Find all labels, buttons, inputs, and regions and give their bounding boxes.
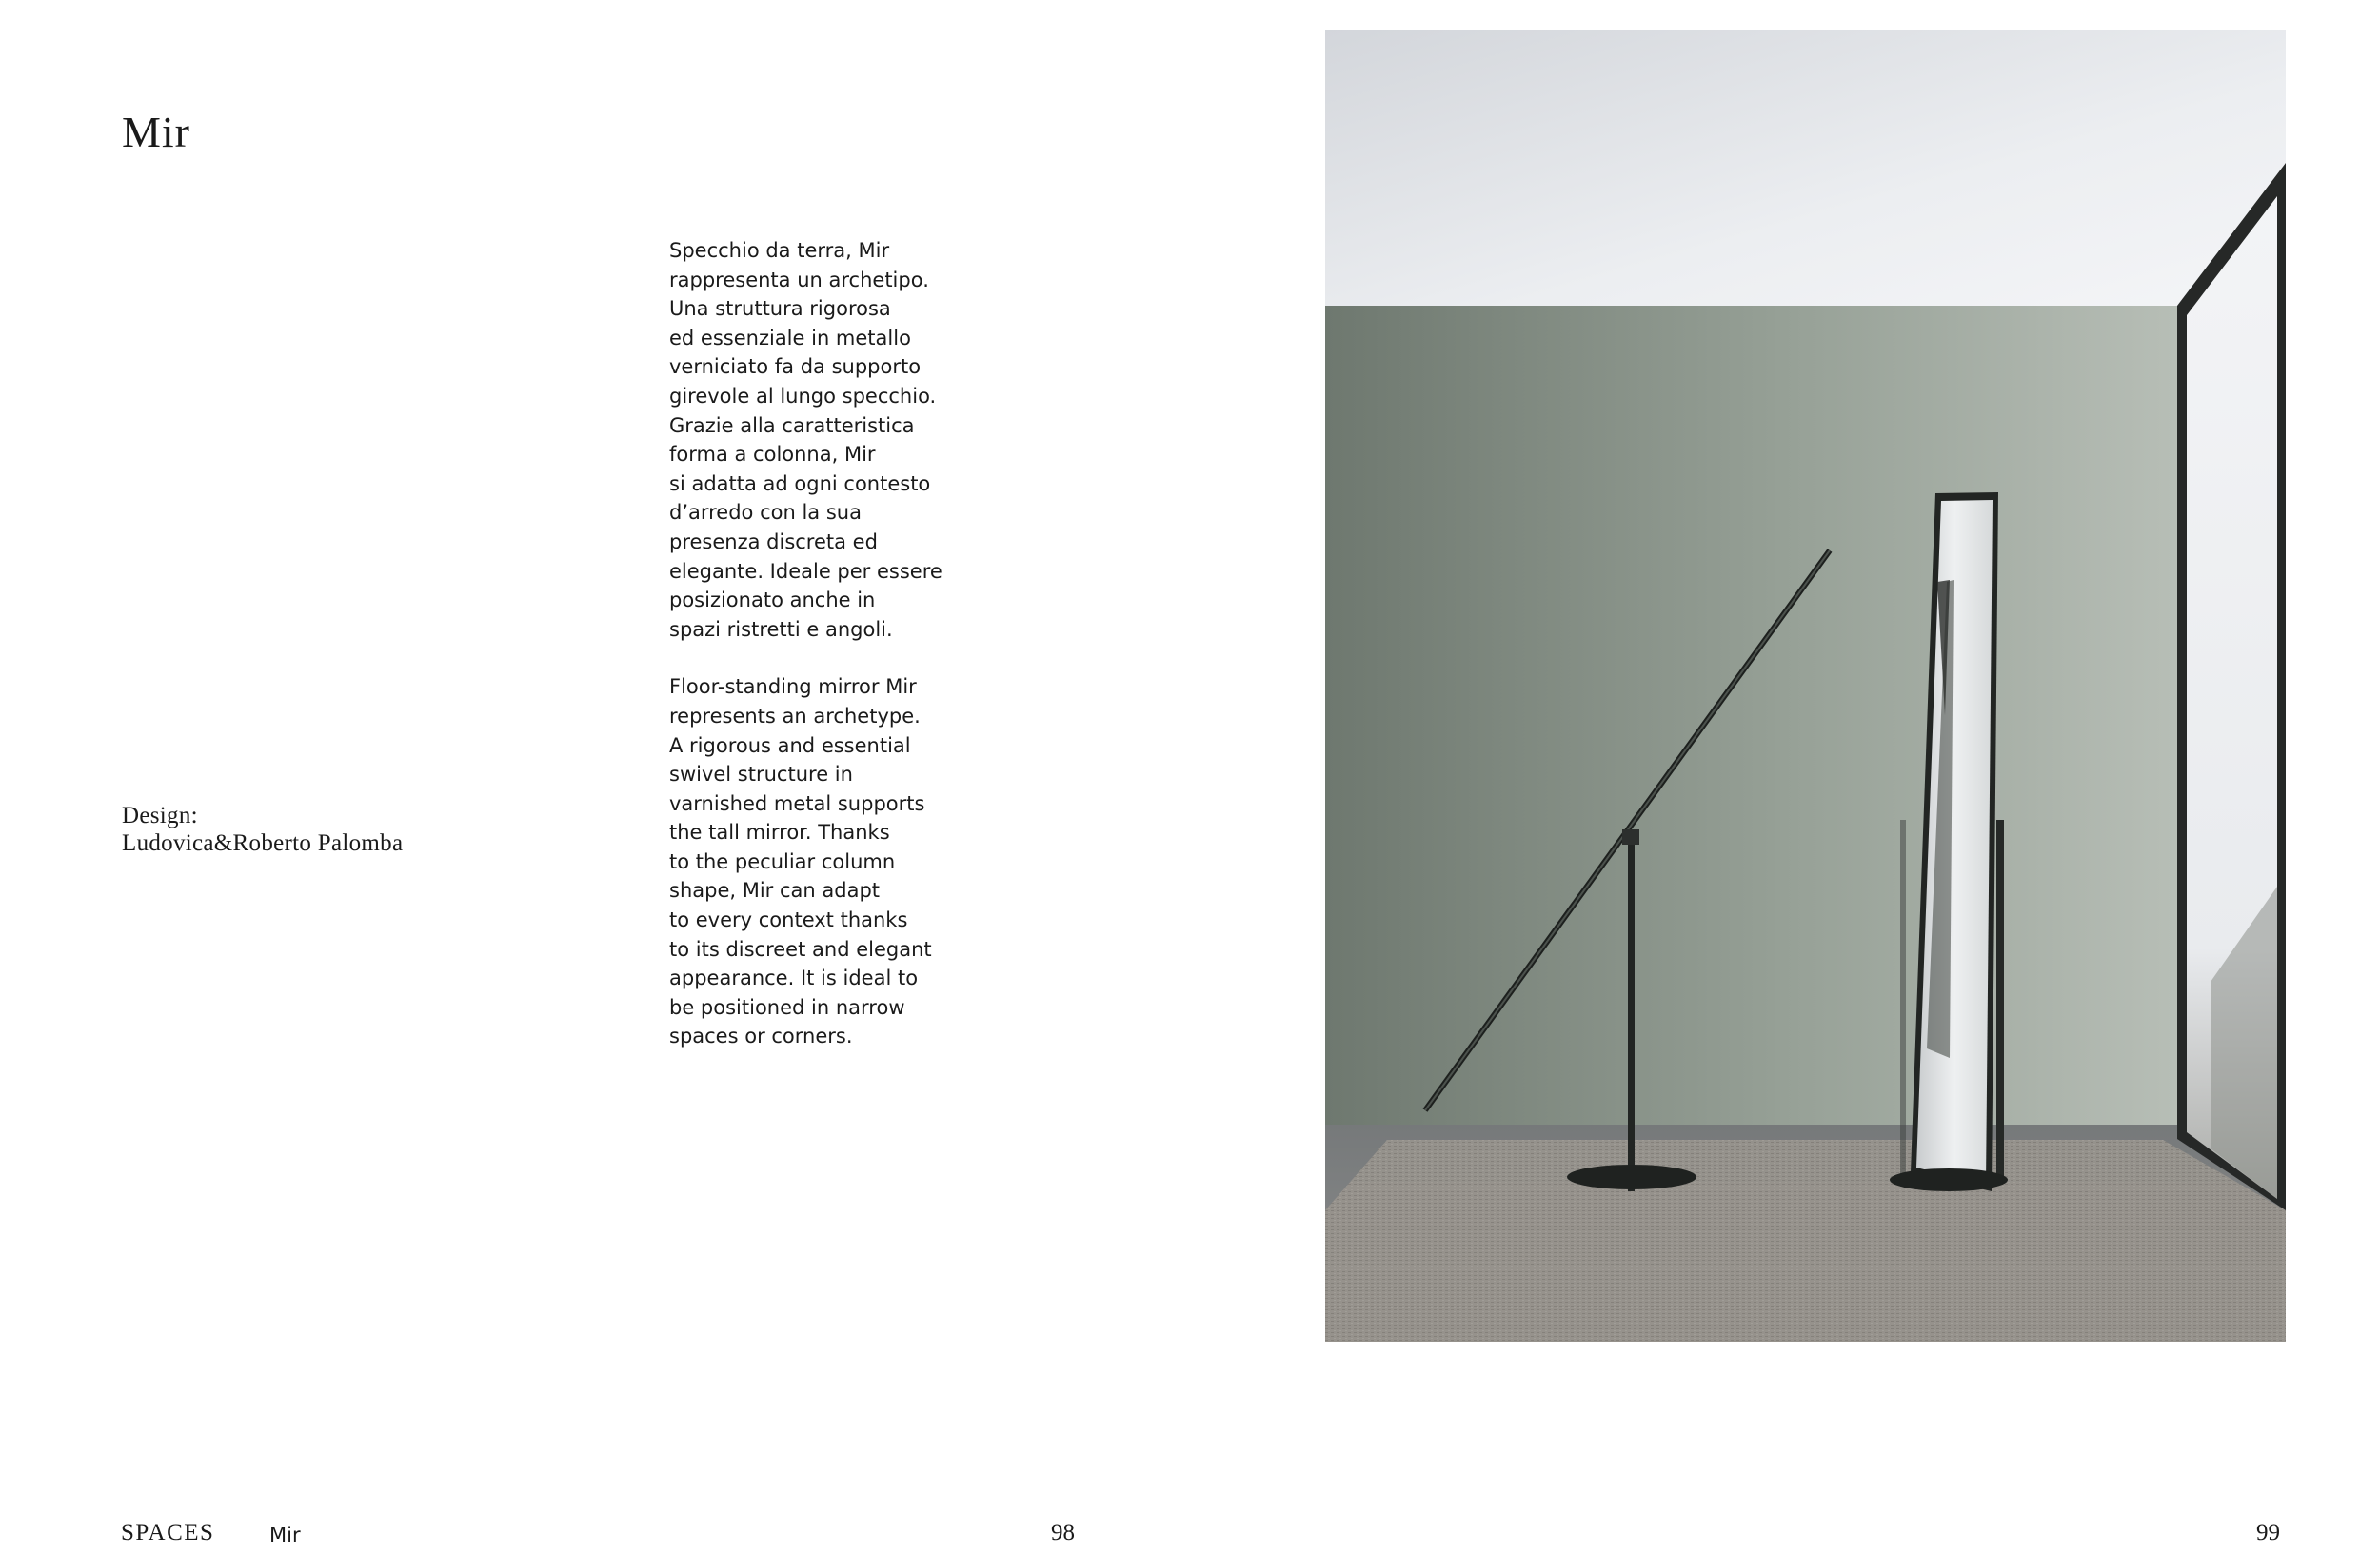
page-number-right: 99 (2256, 1520, 2280, 1546)
design-credit (122, 802, 403, 857)
footer-chapter-label: Mir (269, 1524, 301, 1547)
footer-section-label: SPACES (121, 1520, 215, 1546)
design-label: Design: (122, 803, 198, 828)
description-italian: Specchio da terra, Mir rappresenta un archetipo. Una struttura rigorosa ed essenziale in metallo verniciato fa da supporto girevole al lungo specchio. Grazie alla caratteristica forma a colonna, Mir si adatta ad ogni contesto d’arredo con la sua presenza discreta ed elegante. Ideale per essere posizionato anche in spazi ristretti e angoli. (669, 239, 942, 641)
product-photo (1325, 30, 2286, 1342)
designer-name: Ludovica&Roberto Palomba (122, 830, 404, 856)
description-english: Floor-standing mirror Mir represents an archetype. A rigorous and essential swivel structure in varnished metal supports the tall mirror. Thanks to the peculiar column shape, Mir can adapt to every context thanks to its discreet and elegant appearance. It is ideal to be positioned in narrow spaces or corners. (669, 675, 932, 1048)
page-number-left: 98 (1051, 1520, 1075, 1546)
product-description (669, 236, 955, 1051)
page-title: Mir (122, 108, 190, 156)
